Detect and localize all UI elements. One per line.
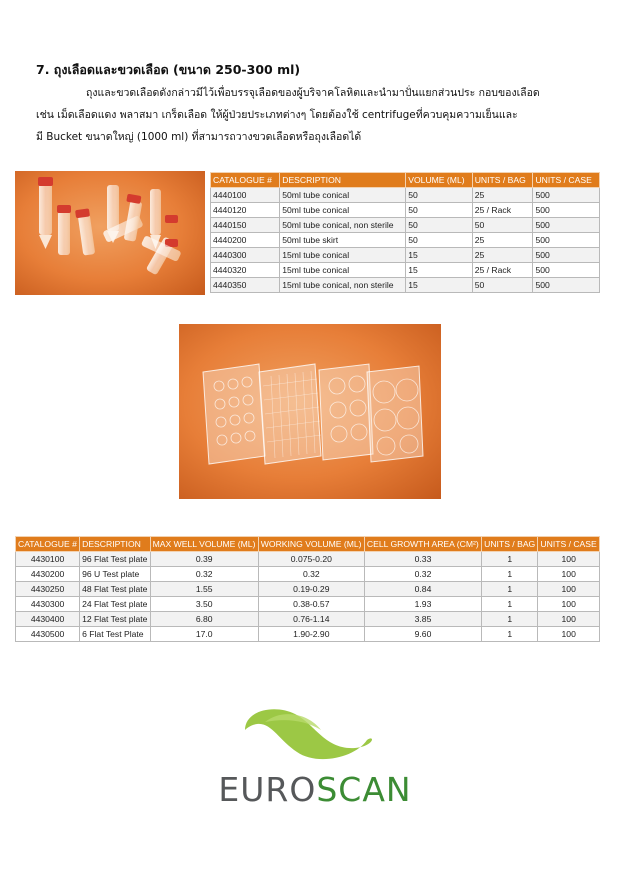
table-cell: 96 Flat Test plate — [80, 552, 151, 567]
tube-group — [38, 177, 182, 275]
logo-wordmark — [205, 770, 425, 809]
table-cell: 0.075-0.20 — [258, 552, 364, 567]
table-cell: 1 — [482, 597, 538, 612]
plate-96-well — [259, 364, 321, 464]
table-cell: 50ml tube skirt — [280, 233, 406, 248]
table-cell: 15ml tube conical, non sterile — [280, 278, 406, 293]
table-row — [211, 203, 600, 218]
section-paragraph — [36, 82, 588, 148]
plate-catalogue-table — [15, 536, 600, 642]
table-cell: 15 — [406, 278, 472, 293]
table-cell: 500 — [533, 263, 600, 278]
table-cell: 15ml tube conical — [280, 263, 406, 278]
table-cell: 500 — [533, 218, 600, 233]
table-cell: 96 U Test plate — [80, 567, 151, 582]
table-cell: 500 — [533, 203, 600, 218]
table-cell: 50ml tube conical, non sterile — [280, 218, 406, 233]
table-cell: 25 — [472, 248, 533, 263]
logo-part-scan: SCAN — [316, 770, 412, 809]
table-cell: 3.85 — [364, 612, 481, 627]
table-row — [16, 552, 600, 567]
table-cell: 4430100 — [16, 552, 80, 567]
table-cell: 500 — [533, 248, 600, 263]
table-cell: 500 — [533, 188, 600, 203]
table-cell: 1 — [482, 582, 538, 597]
plates-illustration — [179, 324, 441, 499]
table-cell: 9.60 — [364, 627, 481, 642]
table-cell: 100 — [538, 612, 600, 627]
test-plates-photo — [179, 324, 441, 499]
table-cell: 48 Flat Test plate — [80, 582, 151, 597]
table-row — [16, 597, 600, 612]
table-cell: 25 — [472, 188, 533, 203]
column-header: WORKING VOLUME (ML) — [258, 537, 364, 552]
table-cell: 25 / Rack — [472, 263, 533, 278]
table-cell: 4430200 — [16, 567, 80, 582]
table-cell: 0.32 — [150, 567, 258, 582]
table-cell: 4430250 — [16, 582, 80, 597]
table-cell: 500 — [533, 233, 600, 248]
table-row — [211, 188, 600, 203]
table-cell: 1.90-2.90 — [258, 627, 364, 642]
table-header-row — [16, 537, 600, 552]
table-cell: 6 Flat Test Plate — [80, 627, 151, 642]
table-row — [16, 582, 600, 597]
table-cell: 25 / Rack — [472, 203, 533, 218]
table-row — [211, 233, 600, 248]
table-cell: 50 — [472, 278, 533, 293]
table-cell: 1.55 — [150, 582, 258, 597]
table-cell: 15 — [406, 263, 472, 278]
paragraph-line: มี Bucket ขนาดใหญ่ (1000 ml) ที่สามารถวางขวดเลือดหรือถุงเลือดได้ — [36, 131, 362, 143]
table-cell: 4430500 — [16, 627, 80, 642]
table-cell: 15ml tube conical — [280, 248, 406, 263]
table-cell: 100 — [538, 567, 600, 582]
paragraph-line: ถุงและขวดเลือดดังกล่าวมีไว้เพื่อบรรจุเลือดของผู้บริจาคโลหิตและนำมาปั่นแยกส่วนประ กอบของเลือด — [86, 87, 540, 99]
table-cell: 4440200 — [211, 233, 280, 248]
table-cell: 50ml tube conical — [280, 188, 406, 203]
table-cell: 4440150 — [211, 218, 280, 233]
table-cell: 100 — [538, 552, 600, 567]
table-cell: 0.84 — [364, 582, 481, 597]
column-header: UNITS / BAG — [482, 537, 538, 552]
table-cell: 17.0 — [150, 627, 258, 642]
tube-catalogue-table — [210, 172, 600, 293]
column-header: CATALOGUE # — [16, 537, 80, 552]
table-row — [211, 248, 600, 263]
table-cell: 0.38-0.57 — [258, 597, 364, 612]
table-cell: 1.93 — [364, 597, 481, 612]
table-cell: 100 — [538, 582, 600, 597]
table-cell: 0.33 — [364, 552, 481, 567]
table-cell: 50 — [406, 233, 472, 248]
table-cell: 1 — [482, 627, 538, 642]
column-header: DESCRIPTION — [280, 173, 406, 188]
table-cell: 50 — [472, 218, 533, 233]
table-row — [211, 218, 600, 233]
table-cell: 4440320 — [211, 263, 280, 278]
table-cell: 12 Flat Test plate — [80, 612, 151, 627]
table-cell: 1 — [482, 552, 538, 567]
tubes-illustration — [15, 171, 205, 295]
column-header: CATALOGUE # — [211, 173, 280, 188]
conical-tubes-photo — [15, 171, 205, 295]
column-header: UNITS / CASE — [533, 173, 600, 188]
table-cell: 25 — [472, 233, 533, 248]
column-header: MAX WELL VOLUME (ML) — [150, 537, 258, 552]
table-cell: 4440300 — [211, 248, 280, 263]
paragraph-line: เช่น เม็ดเลือดแดง พลาสมา เกร็ดเลือด ให้ผู้ป่วยประเภทต่างๆ โดยต้องใช้ centrifugeที่ควบคุมความเย็นและ — [36, 109, 518, 121]
table-cell: 50 — [406, 203, 472, 218]
section-heading: 7. ถุงเลือดและขวดเลือด (ขนาด 250-300 ml) — [36, 62, 301, 77]
table-cell: 4430400 — [16, 612, 80, 627]
table-cell: 4440350 — [211, 278, 280, 293]
column-header: UNITS / CASE — [538, 537, 600, 552]
euroscan-logo — [205, 700, 425, 820]
table-row — [211, 278, 600, 293]
table-row — [16, 567, 600, 582]
table-cell: 15 — [406, 248, 472, 263]
table-cell: 1 — [482, 612, 538, 627]
table-header-row — [211, 173, 600, 188]
table-cell: 6.80 — [150, 612, 258, 627]
table-cell: 3.50 — [150, 597, 258, 612]
table-cell: 50ml tube conical — [280, 203, 406, 218]
table-row — [211, 263, 600, 278]
table-cell: 100 — [538, 627, 600, 642]
table-cell: 0.32 — [364, 567, 481, 582]
table-cell: 0.32 — [258, 567, 364, 582]
table-cell: 0.76-1.14 — [258, 612, 364, 627]
column-header: VOLUME (ML) — [406, 173, 472, 188]
table-cell: 24 Flat Test plate — [80, 597, 151, 612]
table-row — [16, 612, 600, 627]
table-cell: 50 — [406, 188, 472, 203]
table-cell: 500 — [533, 278, 600, 293]
table-cell: 4440120 — [211, 203, 280, 218]
table-cell: 50 — [406, 218, 472, 233]
table-row — [16, 627, 600, 642]
table-cell: 4430300 — [16, 597, 80, 612]
logo-part-euro: EURO — [218, 770, 317, 809]
table-cell: 0.19-0.29 — [258, 582, 364, 597]
column-header: DESCRIPTION — [80, 537, 151, 552]
logo-swoosh-icon — [205, 700, 425, 770]
table-cell: 1 — [482, 567, 538, 582]
column-header: UNITS / BAG — [472, 173, 533, 188]
table-cell: 100 — [538, 597, 600, 612]
table-cell: 4440100 — [211, 188, 280, 203]
column-header: CELL GROWTH AREA (CM²) — [364, 537, 481, 552]
table-cell: 0.39 — [150, 552, 258, 567]
